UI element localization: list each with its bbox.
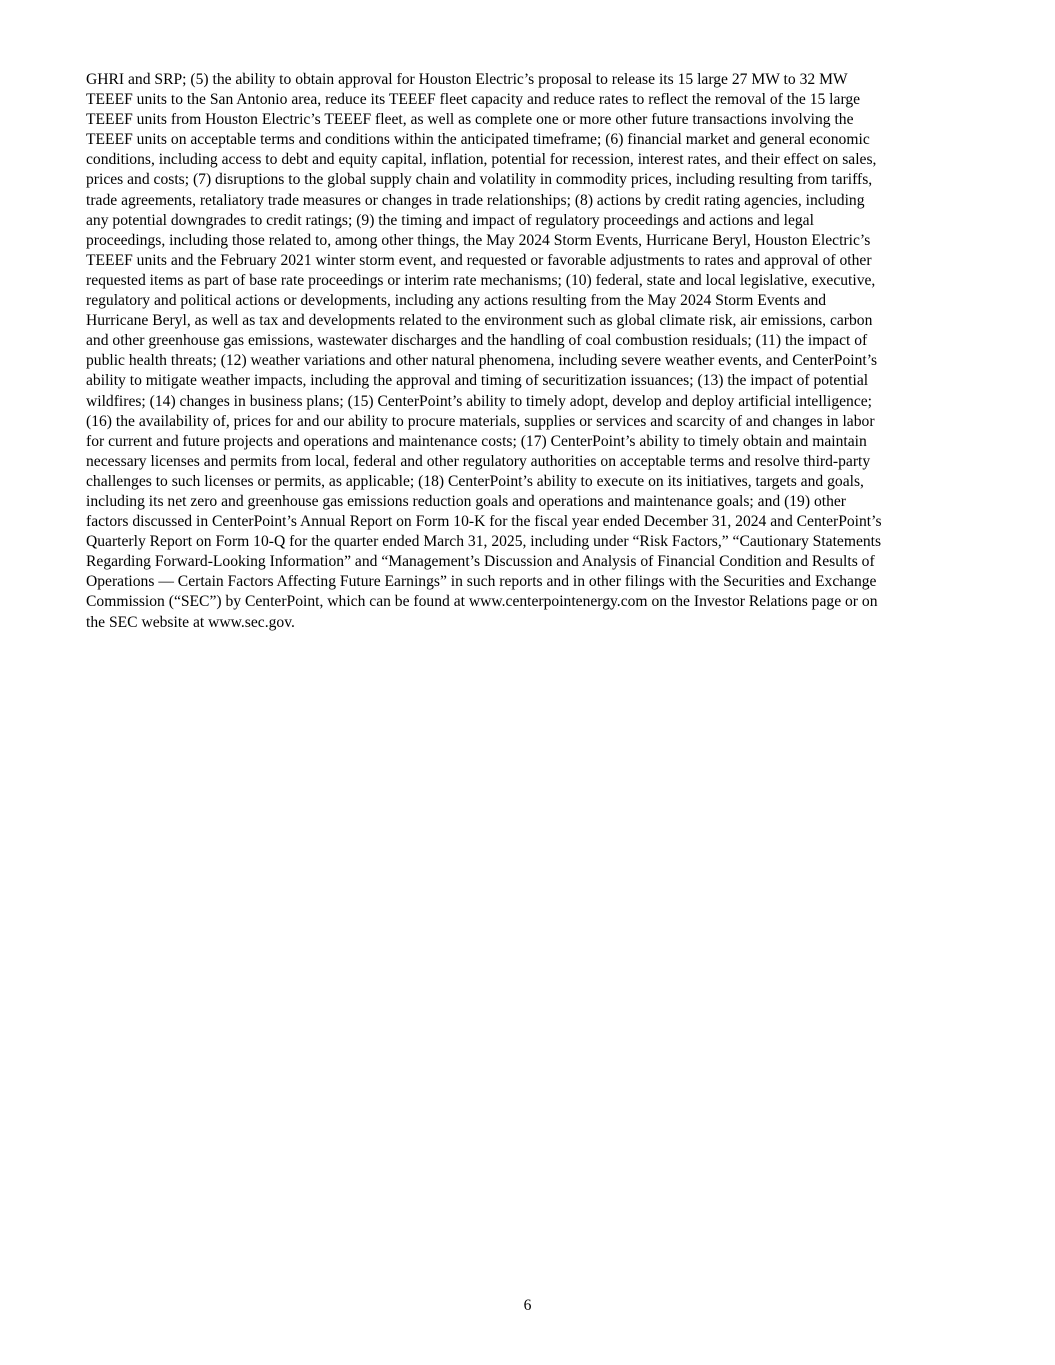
paragraph-line: Quarterly Report on Form 10-Q for the quarter ended March 31, 2025, including under “Risk Factors,” “Cautionary Statements	[86, 533, 882, 551]
paragraph-line: any potential downgrades to credit ratings; (9) the timing and impact of regulatory proceedings and actions and legal	[86, 211, 814, 229]
paragraph-line: requested items as part of base rate proceedings or interim rate mechanisms; (10) federal, state and local legislative, executive,	[86, 271, 876, 289]
paragraph-line: and other greenhouse gas emissions, wastewater discharges and the handling of coal combustion residuals; (11) the impact of	[86, 332, 868, 350]
paragraph-line: TEEEF units to the San Antonio area, reduce its TEEEF fleet capacity and reduce rates to reflect the removal of the 15 large	[86, 91, 861, 109]
paragraph-line: Hurricane Beryl, as well as tax and developments related to the environment such as global climate risk, air emissions, carbon	[86, 312, 873, 330]
paragraph-line: (16) the availability of, prices for and our ability to procure materials, supplies or services and scarcity of and changes in labor	[86, 412, 875, 430]
paragraph-line: including its net zero and greenhouse gas emissions reduction goals and operations and maintenance goals; and (19) other	[86, 492, 846, 510]
paragraph-line: the SEC website at www.sec.gov.	[86, 613, 295, 631]
paragraph-line: regulatory and political actions or developments, including any actions resulting from the May 2024 Storm Events and	[86, 292, 827, 310]
paragraph-line: TEEEF units on acceptable terms and conditions within the anticipated timeframe; (6) financial market and general economic	[86, 131, 870, 149]
paragraph-line: Commission (“SEC”) by CenterPoint, which can be found at www.centerpointenergy.com on the Investor Relations page or on	[86, 593, 878, 611]
paragraph-line: necessary licenses and permits from local, federal and other regulatory authorities on acceptable terms and resolve third-party	[86, 452, 871, 470]
paragraph-line: trade agreements, retaliatory trade measures or changes in trade relationships; (8) actions by credit rating agencies, including	[86, 191, 865, 209]
paragraph-line: factors discussed in CenterPoint’s Annual Report on Form 10-K for the fiscal year ended December 31, 2024 and CenterPoint’s	[86, 513, 882, 531]
paragraph-line: conditions, including access to debt and equity capital, inflation, potential for recession, interest rates, and their effect on sales,	[86, 151, 877, 169]
page-number: 6	[523, 1297, 532, 1314]
paragraph-line: Operations — Certain Factors Affecting Future Earnings” in such reports and in other filings with the Securities and Exchange	[86, 573, 877, 591]
paragraph-line: wildfires; (14) changes in business plans; (15) CenterPoint’s ability to timely adopt, develop and deploy artificial intelligence;	[86, 392, 873, 410]
paragraph-line: TEEEF units and the February 2021 winter storm event, and requested or favorable adjustments to rates and approval of other	[86, 251, 872, 269]
forward-looking-statements-paragraph	[86, 70, 976, 633]
paragraph-line: challenges to such licenses or permits, as applicable; (18) CenterPoint’s ability to execute on its initiatives, targets and goals,	[86, 472, 864, 490]
paragraph-line: Regarding Forward-Looking Information” and “Management’s Discussion and Analysis of Financial Condition and Results of	[86, 553, 875, 571]
paragraph-line: proceedings, including those related to, among other things, the May 2024 Storm Events, Hurricane Beryl, Houston Electric’s	[86, 231, 871, 249]
paragraph-line: prices and costs; (7) disruptions to the global supply chain and volatility in commodity prices, including resulting from tariffs,	[86, 171, 873, 189]
paragraph-line: for current and future projects and operations and maintenance costs; (17) CenterPoint’s ability to timely obtain and maintain	[86, 432, 867, 450]
paragraph-line: TEEEF units from Houston Electric’s TEEEF fleet, as well as complete one or more other future transactions involving the	[86, 111, 854, 129]
paragraph-line: public health threats; (12) weather variations and other natural phenomena, including severe weather events, and CenterPoint’s	[86, 352, 878, 370]
paragraph-line: ability to mitigate weather impacts, including the approval and timing of securitization issuances; (13) the impact of potential	[86, 372, 869, 390]
paragraph-line: GHRI and SRP; (5) the ability to obtain approval for Houston Electric’s proposal to release its 15 large 27 MW to 32 MW	[86, 71, 848, 88]
